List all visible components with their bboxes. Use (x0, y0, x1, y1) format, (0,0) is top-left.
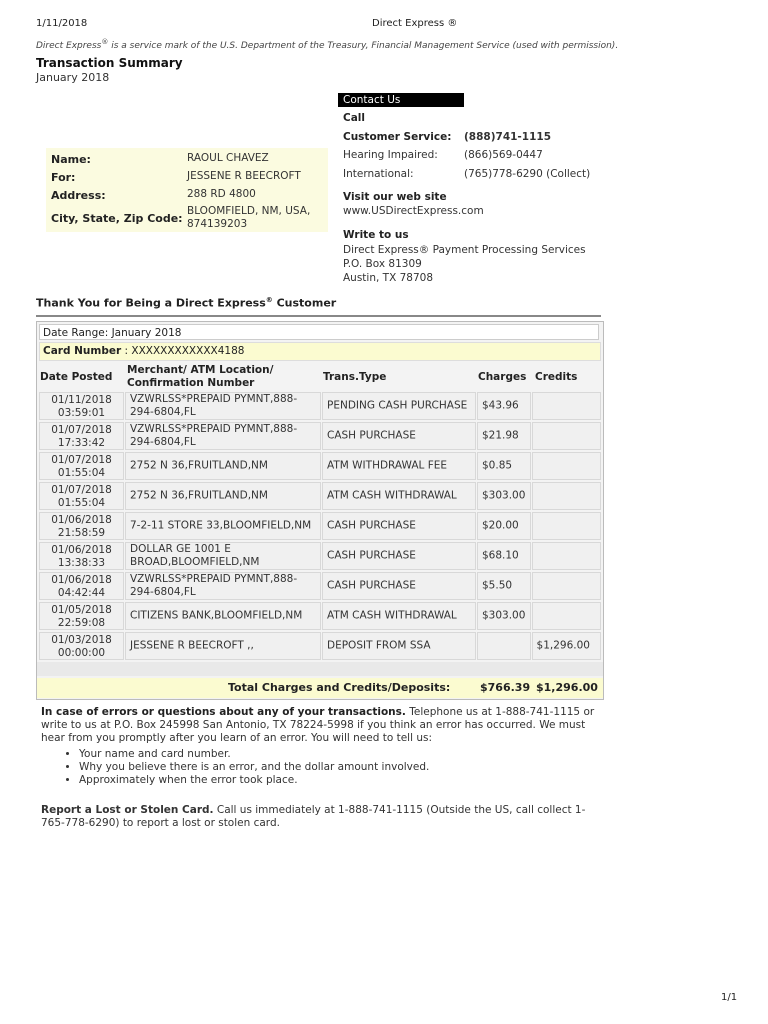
city-label: City, State, Zip Code: (51, 212, 183, 225)
table-row (37, 542, 603, 572)
hearing-impaired-label: Hearing Impaired: (343, 149, 438, 161)
type-value: ATM CASH WITHDRAWAL (327, 609, 457, 622)
thank-you-text: Thank You for Being a Direct Express (36, 296, 266, 310)
type-value: PENDING CASH PURCHASE (327, 399, 468, 412)
cell-merchant (125, 542, 321, 570)
thank-you-suffix: Customer (272, 296, 337, 310)
cell-credit (532, 542, 601, 570)
merchant-line-1: 7-2-11 STORE 33,BLOOMFIELD,NM (130, 519, 312, 532)
customer-service-phone: (888)741-1115 (464, 131, 552, 143)
list-item: • Approximately when the error took place. (79, 774, 596, 787)
cell-charge (477, 572, 531, 600)
list-item: • Why you believe there is an error, and the dollar amount involved. (79, 761, 596, 774)
card-number-row (39, 342, 601, 361)
account-info-box (46, 148, 328, 232)
totals-row (37, 678, 603, 698)
cell-date-posted (39, 452, 124, 480)
header-date: Date Posted (40, 371, 113, 383)
merchant-line-1: VZWRLSS*PREPAID PYMNT,888- (130, 573, 298, 585)
international-label: International: (343, 168, 414, 180)
header-type: Trans.Type (323, 371, 387, 383)
date-value: 01/03/2018 (51, 634, 112, 646)
charge-value: $21.98 (482, 429, 519, 442)
cell-charge (477, 452, 531, 480)
charge-value: $43.96 (482, 399, 519, 412)
international-phone: (765)778-6290 (Collect) (464, 168, 591, 180)
merchant-line-1: JESSENE R BEECROFT ,, (130, 639, 254, 652)
for-value: JESSENE R BEECROFT (187, 170, 301, 182)
merchant-line-2: 294-6804,FL (130, 436, 196, 448)
cell-merchant (125, 452, 321, 480)
address-value: 288 RD 4800 (187, 188, 256, 200)
errors-heading: In case of errors or questions about any of your transactions. (41, 706, 406, 718)
type-value: DEPOSIT FROM SSA (327, 639, 431, 652)
merchant-value (130, 423, 297, 449)
cell-date-posted (39, 482, 124, 510)
cell-charge (477, 632, 531, 660)
totals-label: Total Charges and Credits/Deposits: (228, 681, 451, 694)
merchant-value (130, 610, 302, 623)
time-value: 21:58:59 (57, 527, 106, 539)
table-row (37, 632, 603, 662)
cell-charge (477, 482, 531, 510)
city-line-2: 874139203 (187, 218, 248, 230)
brand-name: Direct Express (36, 41, 102, 51)
summary-month: January 2018 (36, 71, 110, 84)
cell-credit (532, 512, 601, 540)
total-charges: $766.39 (480, 681, 531, 694)
cell-type (322, 632, 476, 660)
merchant-value (130, 520, 311, 533)
header-merchant-line-2: Confirmation Number (127, 377, 255, 389)
table-header (37, 362, 603, 392)
merchant-line-1: 2752 N 36,FRUITLAND,NM (130, 459, 268, 472)
merchant-value (130, 393, 297, 419)
merchant-value (130, 543, 259, 569)
print-title: Direct Express ® (372, 18, 458, 29)
credit-value: $1,296.00 (536, 639, 590, 652)
merchant-value (130, 460, 268, 473)
service-mark-notice (36, 38, 618, 51)
mail-address-line-1: Direct Express® Payment Processing Services (343, 244, 586, 256)
time-value: 22:59:08 (57, 617, 106, 629)
cell-date-posted (39, 422, 124, 450)
type-value: CASH PURCHASE (327, 549, 416, 562)
merchant-line-1: DOLLAR GE 1001 E (130, 543, 231, 555)
cell-merchant (125, 512, 321, 540)
contact-heading: Contact Us (338, 93, 464, 107)
date-value: 01/07/2018 (51, 484, 112, 496)
cell-charge (477, 422, 531, 450)
website-link[interactable]: www.USDirectExpress.com (343, 205, 484, 217)
cell-charge (477, 542, 531, 570)
card-number-separator: : (121, 345, 132, 357)
charge-value: $303.00 (482, 489, 526, 502)
registered-mark: ® (101, 38, 109, 46)
page-title: Transaction Summary (36, 56, 183, 70)
header-merchant-line-1: Merchant/ ATM Location/ (127, 364, 274, 376)
table-spacer (37, 662, 603, 676)
lost-card-notice (41, 804, 596, 830)
cell-merchant (125, 392, 321, 420)
cell-merchant (125, 572, 321, 600)
date-value: 01/07/2018 (51, 454, 112, 466)
print-date: 1/11/2018 (36, 18, 88, 29)
service-mark-text: is a service mark of the U.S. Department of the Treasury, Financial Management Service (used with permission). (108, 41, 619, 51)
header-charges: Charges (478, 371, 527, 383)
cell-charge (477, 602, 531, 630)
merchant-line-2: 294-6804,FL (130, 586, 196, 598)
cell-date-posted (39, 602, 124, 630)
card-number-label: Card Number (43, 345, 122, 357)
merchant-value (130, 490, 268, 503)
cell-credit (532, 632, 601, 660)
date-value: 01/07/2018 (51, 424, 112, 436)
cell-date-posted (39, 632, 124, 660)
charge-value: $20.00 (482, 519, 519, 532)
cell-type (322, 602, 476, 630)
time-value: 00:00:00 (57, 647, 106, 659)
merchant-line-1: CITIZENS BANK,BLOOMFIELD,NM (130, 609, 303, 622)
address-label: Address: (51, 189, 106, 202)
city-value (187, 205, 310, 231)
cell-charge (477, 392, 531, 420)
type-value: CASH PURCHASE (327, 519, 416, 532)
type-value: ATM CASH WITHDRAWAL (327, 489, 457, 502)
cell-date-posted (39, 392, 124, 420)
cell-charge (477, 512, 531, 540)
time-value: 01:55:04 (57, 497, 106, 509)
merchant-line-2: 294-6804,FL (130, 406, 196, 418)
cell-credit (532, 422, 601, 450)
cell-type (322, 392, 476, 420)
date-value: 01/11/2018 (51, 394, 112, 406)
customer-service-label: Customer Service: (343, 131, 452, 143)
merchant-line-1: VZWRLSS*PREPAID PYMNT,888- (130, 423, 298, 435)
errors-notice (41, 706, 596, 787)
cell-credit (532, 392, 601, 420)
cell-date-posted (39, 572, 124, 600)
lost-card-text: Call us immediately at 1-888-741-1115 (Outside the US, call collect 1-765-778-6290) to report a lost or stolen card. (41, 804, 586, 829)
cell-credit (532, 602, 601, 630)
cell-merchant (125, 602, 321, 630)
charge-value: $0.85 (482, 459, 513, 472)
time-value: 17:33:42 (57, 437, 106, 449)
cell-type (322, 452, 476, 480)
table-row (37, 602, 603, 632)
website-heading: Visit our web site (343, 191, 447, 203)
charge-value: $68.10 (482, 549, 519, 562)
merchant-value (130, 573, 297, 599)
merchant-line-1: VZWRLSS*PREPAID PYMNT,888- (130, 393, 298, 405)
merchant-line-1: 2752 N 36,FRUITLAND,NM (130, 489, 268, 502)
write-heading: Write to us (343, 229, 409, 241)
cell-type (322, 482, 476, 510)
cell-date-posted (39, 542, 124, 570)
errors-text: Telephone us at 1-888-741-1115 or write to us at P.O. Box 245998 San Antonio, TX 78224-5998 if you think an error has occurred. We must hear from you promptly after you learn of an error. You will need to tell us: (41, 706, 595, 744)
header-credits: Credits (535, 371, 578, 383)
header-merchant (127, 364, 273, 390)
total-credits: $1,296.00 (536, 681, 598, 694)
time-value: 01:55:04 (57, 467, 106, 479)
for-label: For: (51, 171, 76, 184)
cell-type (322, 572, 476, 600)
cell-credit (532, 452, 601, 480)
errors-list (41, 748, 596, 787)
section-divider (36, 315, 601, 317)
cell-date-posted (39, 512, 124, 540)
cell-type (322, 422, 476, 450)
date-value: 01/06/2018 (51, 574, 112, 586)
table-row (37, 572, 603, 602)
card-number-value: XXXXXXXXXXXX4188 (131, 345, 245, 357)
cell-credit (532, 482, 601, 510)
name-value: RAOUL CHAVEZ (187, 152, 269, 164)
date-value: 01/06/2018 (51, 544, 112, 556)
time-value: 03:59:01 (57, 407, 106, 419)
call-heading: Call (343, 112, 365, 124)
cell-type (322, 512, 476, 540)
cell-merchant (125, 422, 321, 450)
time-value: 13:38:33 (57, 557, 106, 569)
table-row (37, 422, 603, 452)
merchant-value (130, 640, 254, 653)
city-line-1: BLOOMFIELD, NM, USA, (187, 205, 311, 217)
date-value: 01/05/2018 (51, 604, 112, 616)
type-value: ATM WITHDRAWAL FEE (327, 459, 448, 472)
mail-address-line-2: P.O. Box 81309 (343, 258, 422, 270)
table-row (37, 512, 603, 542)
cell-merchant (125, 482, 321, 510)
time-value: 04:42:44 (57, 587, 106, 599)
cell-type (322, 542, 476, 570)
table-row (37, 482, 603, 512)
table-row (37, 452, 603, 482)
cell-merchant (125, 632, 321, 660)
page-number: 1/1 (721, 992, 738, 1003)
list-item: • Your name and card number. (79, 748, 596, 761)
charge-value: $303.00 (482, 609, 526, 622)
lost-card-heading: Report a Lost or Stolen Card. (41, 804, 214, 816)
transactions-table (36, 321, 604, 700)
thank-you-heading (36, 296, 336, 310)
cell-credit (532, 572, 601, 600)
date-range: Date Range: January 2018 (39, 324, 599, 340)
charge-value: $5.50 (482, 579, 513, 592)
hearing-impaired-phone: (866)569-0447 (464, 149, 543, 161)
thank-you-reg-mark: ® (265, 296, 273, 304)
mail-address-line-3: Austin, TX 78708 (343, 272, 434, 284)
table-row (37, 392, 603, 422)
type-value: CASH PURCHASE (327, 429, 416, 442)
date-value: 01/06/2018 (51, 514, 112, 526)
name-label: Name: (51, 153, 91, 166)
type-value: CASH PURCHASE (327, 579, 416, 592)
merchant-line-2: BROAD,BLOOMFIELD,NM (130, 556, 260, 568)
